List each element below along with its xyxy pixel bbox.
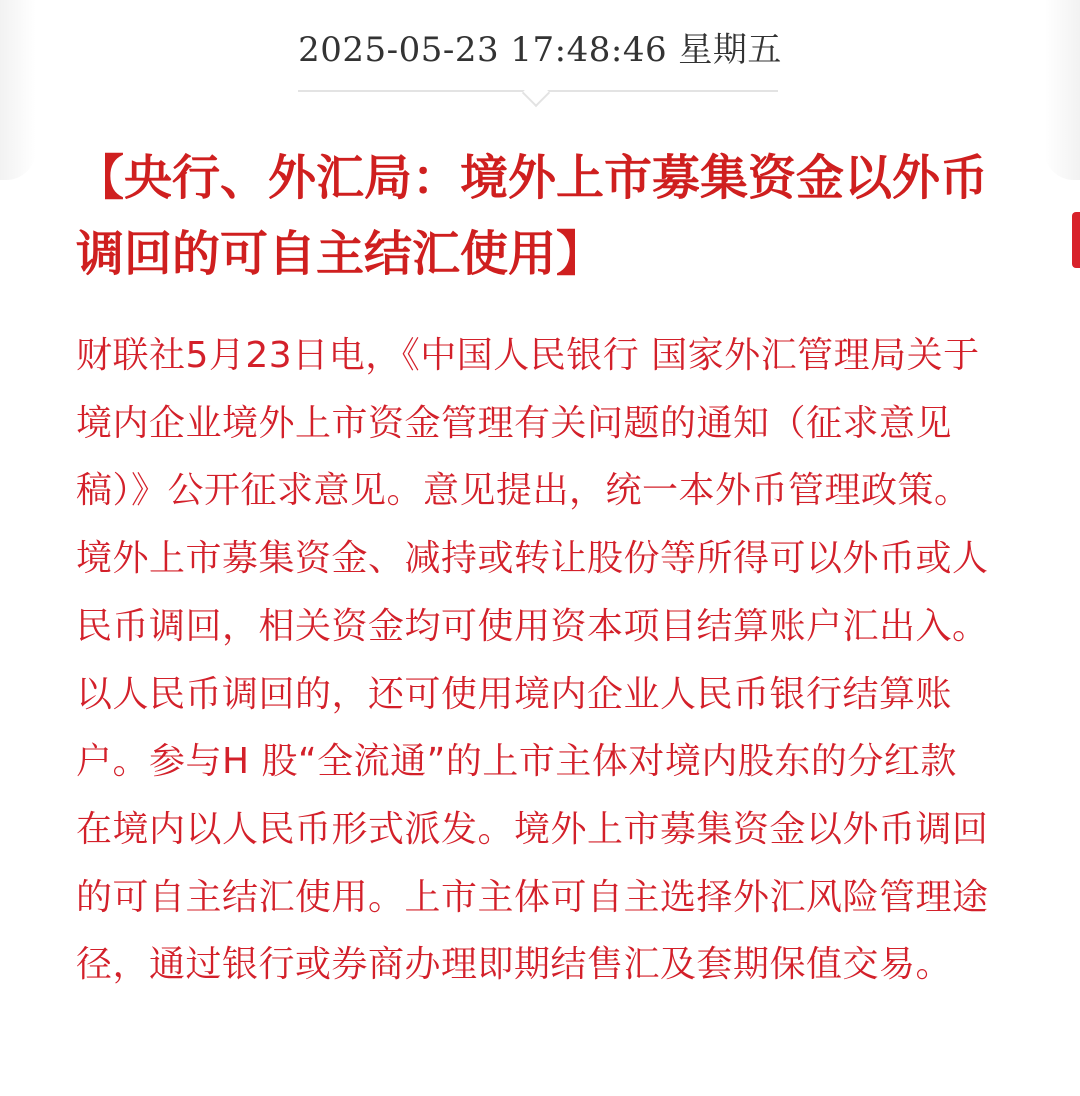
scroll-indicator[interactable] (1072, 212, 1080, 268)
article-headline: 【央行、外汇局：境外上市募集资金以外币调回的可自主结汇使用】 (76, 150, 989, 282)
divider-notch (522, 79, 550, 107)
article-body: 财联社5月23日电，《中国人民银行 国家外汇管理局关于境内企业境外上市资金管理有关问题的通知（征求意见稿）》公开征求意见。意见提出，统一本外币管理政策。境外上市募集资金、减持或转让股份等所得可以外币或人民币调回，相关资金均可使用资本项目结算账户汇出入。以人民币调回的，还可使用境内企业人民币银行结算账户。参与H 股“全流通”的上市主体对境内股东的分红款在境内以人民币形式派发。境外上市募集资金以外币调回的可自主结汇使用。上市主体可自主选择外汇风险管理途径，通过银行或券商办理即期结售汇及套期保值交易。 (76, 335, 989, 986)
article-datetime: 2025-05-23 17:48:46 星期五 (298, 30, 782, 70)
article-date-header (0, 22, 1080, 71)
